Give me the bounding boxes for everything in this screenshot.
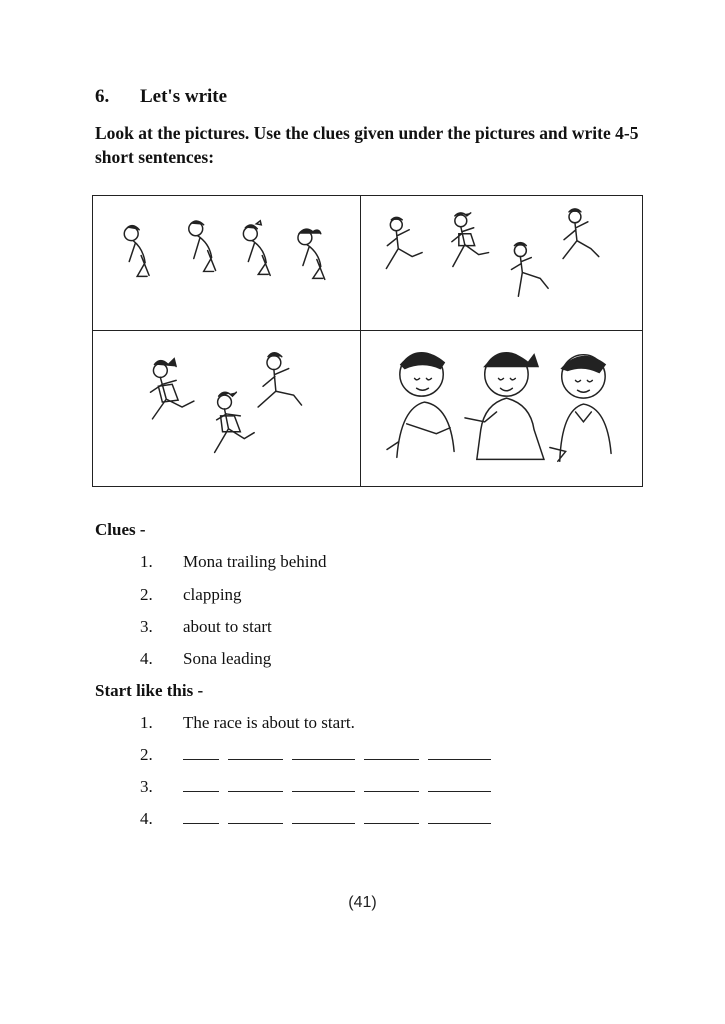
answer-number: 4. [140, 809, 153, 828]
answer-blank[interactable] [228, 777, 283, 792]
clue-text: about to start [183, 617, 272, 636]
answer-blank[interactable] [183, 745, 219, 760]
exercise-number: 6. [95, 86, 110, 107]
clue-text: clapping [183, 585, 242, 604]
answer-blank[interactable] [292, 777, 355, 792]
exercise-heading [95, 86, 227, 108]
picture-clapping [361, 331, 642, 486]
clue-number: 4. [140, 649, 153, 668]
answer-blank[interactable] [364, 745, 419, 760]
answer-blank[interactable] [183, 777, 219, 792]
answer-line[interactable] [140, 745, 500, 765]
picture-grid [92, 195, 643, 487]
answer-blank[interactable] [228, 809, 283, 824]
answer-text: The race is about to start. [183, 713, 355, 732]
clue-number: 2. [140, 585, 153, 604]
answer-number: 1. [140, 713, 153, 732]
answer-blank[interactable] [292, 809, 355, 824]
clue-item [140, 649, 271, 669]
answer-number: 2. [140, 745, 153, 764]
trailing-runner-illustration [93, 331, 360, 486]
answer-blank[interactable] [183, 809, 219, 824]
answer-line[interactable] [140, 777, 500, 797]
clue-item [140, 617, 272, 637]
instruction-text: Look at the pictures. Use the clues given under the pictures and write 4-5 short sentences: [95, 123, 639, 167]
clue-item [140, 552, 327, 572]
picture-start-line [93, 196, 361, 331]
page-number: (41) [348, 894, 377, 911]
answer-line[interactable] [140, 809, 500, 829]
answer-blank[interactable] [364, 809, 419, 824]
clue-item [140, 585, 242, 605]
picture-race-running [361, 196, 642, 331]
answer-line [140, 713, 355, 733]
crouching-children-illustration [93, 196, 360, 330]
clapping-children-illustration [361, 331, 642, 486]
answer-blank[interactable] [428, 809, 491, 824]
clue-number: 3. [140, 617, 153, 636]
clues-label: Clues - [95, 520, 146, 539]
running-children-illustration [361, 196, 642, 330]
answer-blank[interactable] [228, 745, 283, 760]
exercise-title: Let's write [140, 86, 228, 107]
picture-trailing-behind [93, 331, 361, 486]
clue-number: 1. [140, 552, 153, 571]
clue-text: Mona trailing behind [183, 552, 327, 571]
answer-blank[interactable] [428, 745, 491, 760]
answer-blank[interactable] [364, 777, 419, 792]
answer-number: 3. [140, 777, 153, 796]
start-label: Start like this - [95, 681, 204, 700]
clue-text: Sona leading [183, 649, 272, 668]
answer-blank[interactable] [292, 745, 355, 760]
answer-blank[interactable] [428, 777, 491, 792]
